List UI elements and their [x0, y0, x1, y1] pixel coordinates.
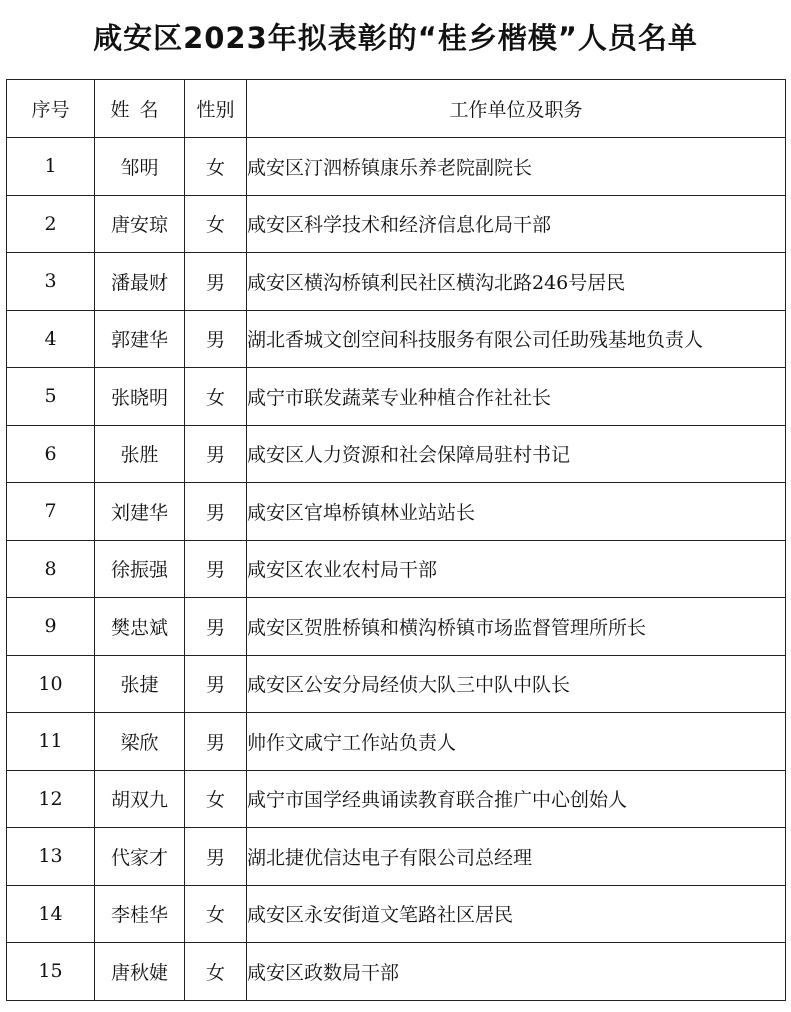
cell-gender: 男: [185, 540, 247, 598]
cell-name: 代家才: [95, 828, 185, 886]
table-header-row: [7, 80, 786, 138]
cell-serial-number: 9: [7, 598, 95, 656]
cell-gender: 男: [185, 655, 247, 713]
table-row: [7, 598, 786, 656]
cell-work-unit: 咸安区人力资源和社会保障局驻村书记: [247, 425, 786, 483]
cell-name: 唐安琼: [95, 195, 185, 253]
cell-gender: 男: [185, 713, 247, 771]
cell-name: 徐振强: [95, 540, 185, 598]
cell-work-unit: 咸安区公安分局经侦大队三中队中队长: [247, 655, 786, 713]
cell-gender: 男: [185, 483, 247, 541]
cell-name: 刘建华: [95, 483, 185, 541]
cell-serial-number: 15: [7, 943, 95, 1001]
table-row: [7, 368, 786, 426]
cell-name: 张胜: [95, 425, 185, 483]
table-row: [7, 195, 786, 253]
cell-work-unit: 咸安区农业农村局干部: [247, 540, 786, 598]
cell-serial-number: 2: [7, 195, 95, 253]
table-row: [7, 885, 786, 943]
cell-serial-number: 3: [7, 253, 95, 311]
cell-gender: 男: [185, 598, 247, 656]
header-name: 姓名: [95, 80, 185, 138]
table-row: [7, 253, 786, 311]
cell-name: 邹明: [95, 138, 185, 196]
cell-name: 张捷: [95, 655, 185, 713]
cell-name: 樊忠斌: [95, 598, 185, 656]
cell-serial-number: 5: [7, 368, 95, 426]
cell-gender: 女: [185, 138, 247, 196]
cell-gender: 女: [185, 770, 247, 828]
cell-work-unit: 咸安区政数局干部: [247, 943, 786, 1001]
cell-gender: 男: [185, 310, 247, 368]
table-row: [7, 425, 786, 483]
cell-serial-number: 7: [7, 483, 95, 541]
table-row: [7, 713, 786, 771]
cell-name: 梁欣: [95, 713, 185, 771]
cell-work-unit: 咸安区汀泗桥镇康乐养老院副院长: [247, 138, 786, 196]
cell-serial-number: 14: [7, 885, 95, 943]
cell-work-unit: 帅作文咸宁工作站负责人: [247, 713, 786, 771]
header-gender: 性别: [185, 80, 247, 138]
table-row: [7, 310, 786, 368]
cell-work-unit: 咸宁市联发蔬菜专业种植合作社社长: [247, 368, 786, 426]
table-row: [7, 770, 786, 828]
cell-serial-number: 13: [7, 828, 95, 886]
cell-gender: 男: [185, 828, 247, 886]
cell-work-unit: 咸安区贺胜桥镇和横沟桥镇市场监督管理所所长: [247, 598, 786, 656]
cell-gender: 女: [185, 195, 247, 253]
cell-work-unit: 湖北香城文创空间科技服务有限公司任助残基地负责人: [247, 310, 786, 368]
page-title: 咸安区2023年拟表彰的“桂乡楷模”人员名单: [93, 21, 698, 55]
table-row: [7, 483, 786, 541]
cell-gender: 男: [185, 425, 247, 483]
table-row: [7, 943, 786, 1001]
cell-name: 唐秋婕: [95, 943, 185, 1001]
cell-work-unit: 湖北捷优信达电子有限公司总经理: [247, 828, 786, 886]
cell-name: 张晓明: [95, 368, 185, 426]
table-row: [7, 828, 786, 886]
cell-gender: 男: [185, 253, 247, 311]
cell-serial-number: 1: [7, 138, 95, 196]
cell-serial-number: 4: [7, 310, 95, 368]
cell-work-unit: 咸安区横沟桥镇利民社区横沟北路246号居民: [247, 253, 786, 311]
cell-serial-number: 12: [7, 770, 95, 828]
cell-name: 胡双九: [95, 770, 185, 828]
cell-serial-number: 6: [7, 425, 95, 483]
header-work-unit: 工作单位及职务: [247, 80, 786, 138]
header-serial-number: 序号: [7, 80, 95, 138]
table-row: [7, 540, 786, 598]
cell-serial-number: 10: [7, 655, 95, 713]
cell-gender: 女: [185, 885, 247, 943]
cell-work-unit: 咸安区永安街道文笔路社区居民: [247, 885, 786, 943]
cell-work-unit: 咸安区官埠桥镇林业站站长: [247, 483, 786, 541]
table-row: [7, 138, 786, 196]
cell-name: 潘最财: [95, 253, 185, 311]
cell-serial-number: 8: [7, 540, 95, 598]
cell-serial-number: 11: [7, 713, 95, 771]
cell-work-unit: 咸安区科学技术和经济信息化局干部: [247, 195, 786, 253]
cell-name: 李桂华: [95, 885, 185, 943]
honoree-table: [6, 79, 786, 1001]
cell-gender: 女: [185, 368, 247, 426]
table-row: [7, 655, 786, 713]
cell-gender: 女: [185, 943, 247, 1001]
cell-work-unit: 咸宁市国学经典诵读教育联合推广中心创始人: [247, 770, 786, 828]
cell-name: 郭建华: [95, 310, 185, 368]
